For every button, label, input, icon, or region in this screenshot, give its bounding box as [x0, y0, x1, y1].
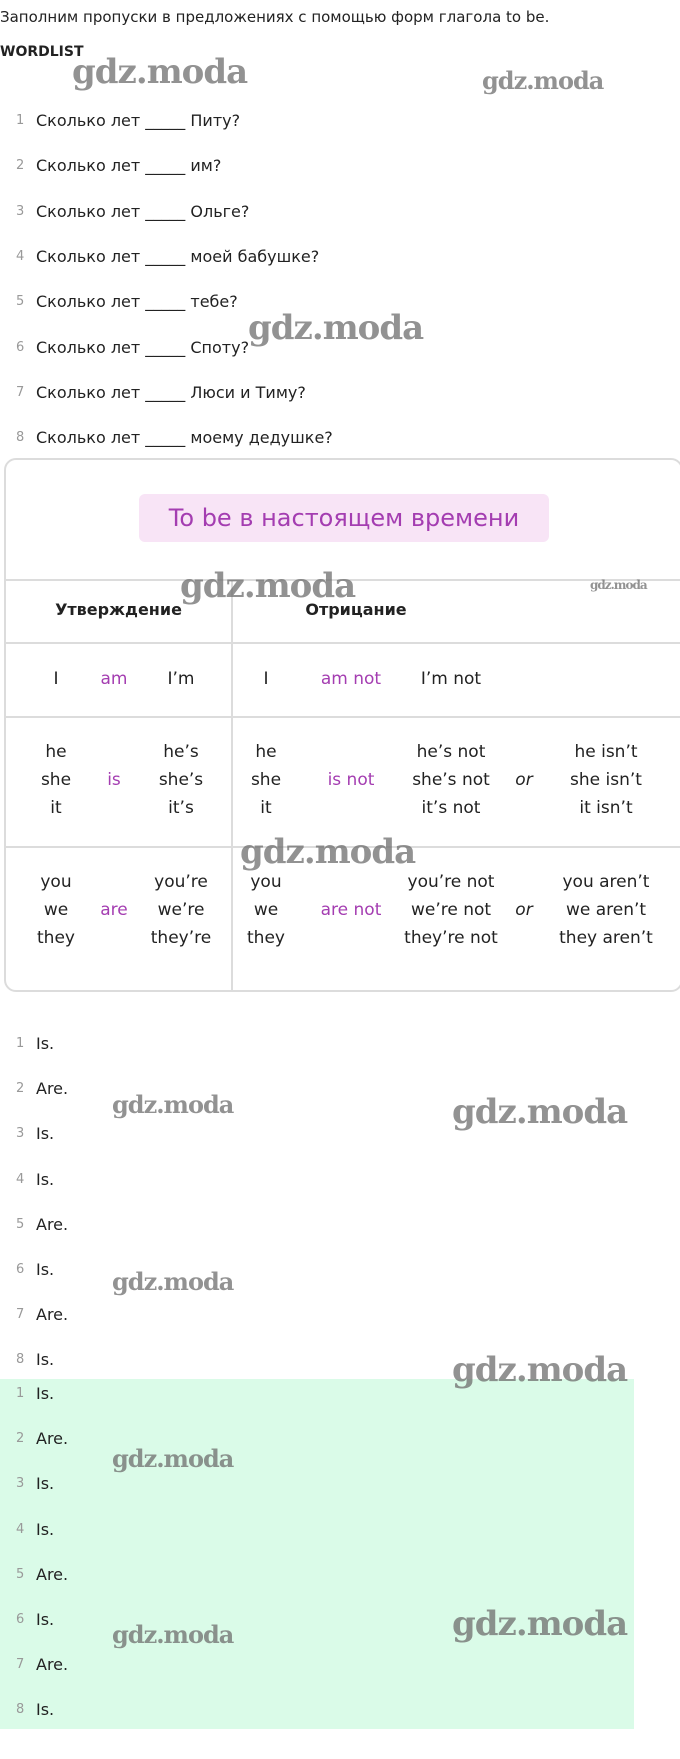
pronoun-cell: you we they: [247, 872, 285, 948]
short-form-cell: I’m not: [420, 669, 482, 689]
item-number: 4: [16, 1171, 25, 1187]
item-text: Сколько лет _____ тебе?: [36, 292, 238, 312]
verb-cell: am not: [320, 669, 382, 689]
item-text: Сколько лет _____ Люси и Тиму?: [36, 382, 306, 402]
pronoun-cell: he she it: [40, 742, 72, 818]
item-text: Are.: [36, 1305, 69, 1325]
verb-cell: is: [107, 770, 121, 790]
item-number: 7: [16, 384, 25, 400]
item-text: Are.: [36, 1564, 69, 1584]
watermark: gdz.moda: [112, 1090, 234, 1119]
short-form-cell: you’re not we’re not they’re not: [404, 872, 498, 948]
item-number: 5: [16, 1566, 25, 1582]
item-number: 6: [16, 1612, 25, 1627]
item-number: 2: [16, 158, 25, 174]
item-number: 4: [16, 248, 25, 264]
item-text: Is.: [36, 1384, 55, 1403]
item-text: Is.: [36, 1260, 55, 1279]
watermark: gdz.moda: [452, 1350, 628, 1390]
item-number: 6: [16, 339, 25, 355]
item-text: Is.: [36, 1169, 55, 1189]
item-text: Сколько лет _____ им?: [36, 156, 222, 176]
intro-text: Заполним пропуски в предложениях с помощью форм глагола to be.: [0, 8, 550, 26]
item-text: Is.: [36, 1700, 55, 1720]
watermark: gdz.moda: [482, 66, 604, 95]
item-number: 6: [16, 1262, 25, 1277]
item-text: Сколько лет _____ Споту?: [36, 337, 250, 357]
item-text: Сколько лет _____ моему дедушке?: [36, 428, 333, 448]
pronoun-cell: you we they: [37, 872, 75, 948]
item-number: 1: [16, 113, 25, 128]
item-text: Сколько лет _____ Ольге?: [36, 201, 250, 221]
grammar-table: [4, 458, 680, 992]
short-form-cell: I’m: [167, 669, 195, 689]
header-affirmative: Утверждение: [55, 600, 182, 619]
item-number: 3: [16, 1476, 25, 1492]
header-negative: Отрицание: [305, 600, 407, 619]
item-number: 5: [16, 294, 25, 310]
item-number: 8: [16, 1352, 25, 1368]
item-number: 3: [16, 203, 25, 219]
item-text: Сколько лет _____ Питу?: [36, 111, 241, 130]
pronoun-cell: I: [53, 669, 59, 689]
watermark: gdz.moda: [452, 1092, 628, 1132]
item-number: 2: [16, 1431, 25, 1447]
short-form-cell: you aren’t we aren’t they aren’t: [559, 872, 653, 948]
item-number: 5: [16, 1216, 25, 1232]
short-form-cell: he’s not she’s not it’s not: [412, 742, 490, 818]
item-text: Are.: [36, 1429, 69, 1449]
divider: [6, 716, 680, 718]
item-number: 7: [16, 1307, 25, 1323]
watermark: gdz.moda: [590, 578, 647, 592]
watermark: gdz.moda: [72, 52, 248, 92]
answers-highlight-bg: [0, 1379, 634, 1729]
item-text: Are.: [36, 1655, 69, 1675]
divider: [6, 642, 680, 644]
item-text: Is.: [36, 1124, 55, 1144]
pronoun-cell: I: [263, 669, 269, 689]
item-text: Is.: [36, 1034, 55, 1053]
item-number: 3: [16, 1126, 25, 1142]
watermark: gdz.moda: [112, 1444, 234, 1473]
item-number: 4: [16, 1521, 25, 1537]
or-label: or: [515, 900, 533, 920]
watermark: gdz.moda: [180, 566, 356, 606]
short-form-cell: he’s she’s it’s: [158, 742, 204, 818]
watermark: gdz.moda: [452, 1604, 628, 1644]
item-text: Are.: [36, 1214, 69, 1234]
verb-cell: is not: [327, 770, 375, 790]
wordlist-label[interactable]: WORDLIST: [0, 44, 84, 60]
watermark: gdz.moda: [112, 1620, 234, 1649]
item-number: 8: [16, 430, 25, 446]
short-form-cell: he isn’t she isn’t it isn’t: [570, 742, 642, 818]
item-number: 7: [16, 1657, 25, 1673]
item-text: Is.: [36, 1610, 55, 1629]
item-text: Is.: [36, 1350, 55, 1370]
item-text: Сколько лет _____ моей бабушке?: [36, 246, 320, 266]
verb-cell: am: [100, 669, 128, 689]
short-form-cell: you’re we’re they’re: [150, 872, 212, 948]
item-text: Is.: [36, 1519, 55, 1539]
item-number: 1: [16, 1036, 25, 1051]
watermark: gdz.moda: [240, 832, 416, 872]
item-number: 8: [16, 1702, 25, 1718]
watermark: gdz.moda: [112, 1267, 234, 1296]
item-text: Is.: [36, 1474, 55, 1494]
table-title: To be в настоящем времени: [139, 494, 549, 542]
verb-cell: are: [100, 900, 128, 920]
verb-cell: are not: [320, 900, 382, 920]
item-number: 2: [16, 1081, 25, 1097]
watermark: gdz.moda: [248, 308, 424, 348]
or-label: or: [515, 770, 533, 790]
pronoun-cell: he she it: [250, 742, 282, 818]
item-number: 1: [16, 1386, 25, 1401]
item-text: Are.: [36, 1079, 69, 1099]
divider: [231, 579, 233, 990]
